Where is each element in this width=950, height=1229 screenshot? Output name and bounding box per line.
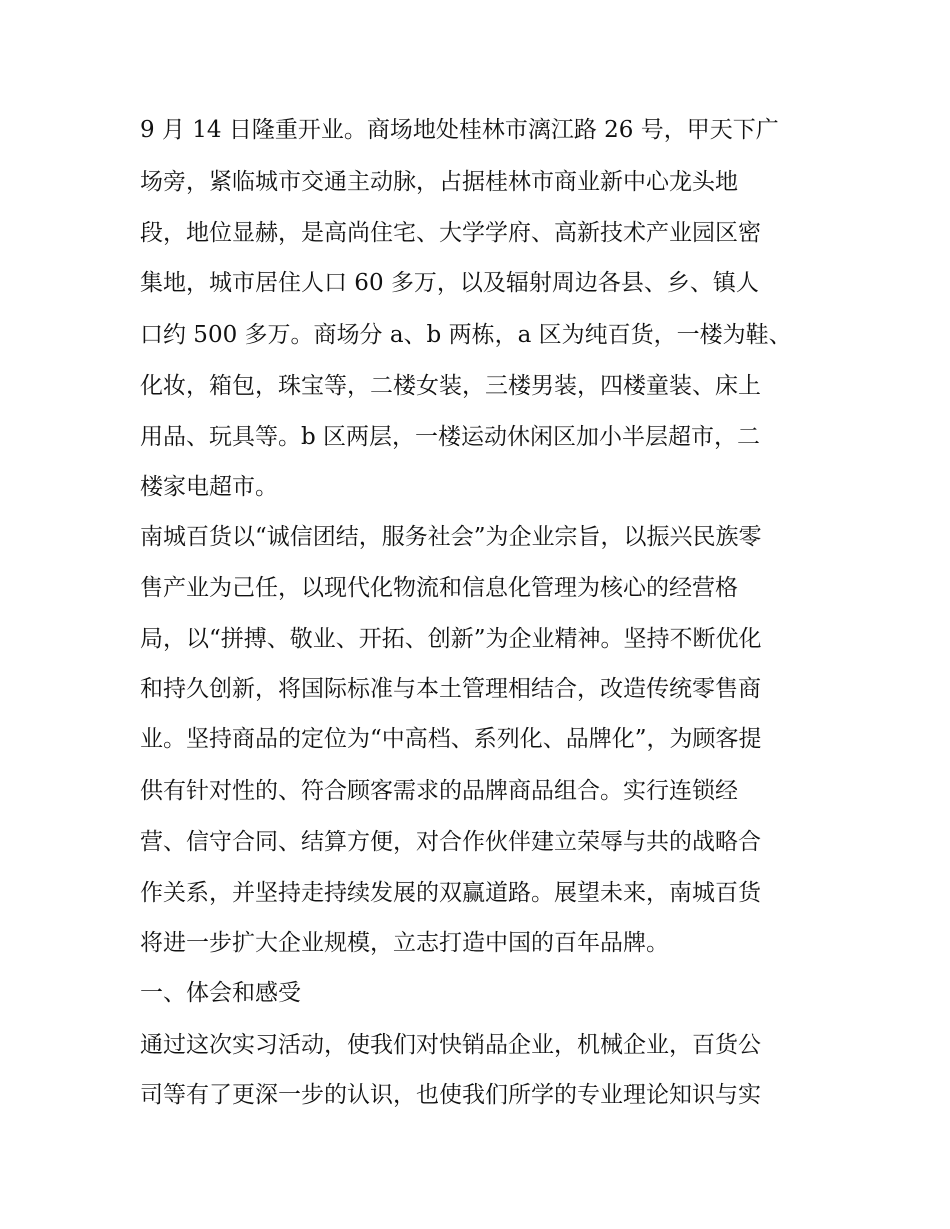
text-line: 用品、玩具等。b 区两层，一楼运动休闲区加小半层超市，二: [140, 424, 761, 450]
text-line: 9 月 14 日隆重开业。商场地处桂林市漓江路 26 号，甲天下广: [140, 117, 779, 143]
text-line: 段，地位显赫，是高尚住宅、大学学府、高新技术产业园区密: [140, 220, 761, 246]
text-line: 营、信守合同、结算方便，对合作伙伴建立荣辱与共的战略合: [140, 829, 761, 855]
text-line: 局，以“拼搏、敬业、开拓、创新”为企业精神。坚持不断优化: [140, 626, 762, 652]
text-line: 口约 500 多万。商场分 a、b 两栋，a 区为纯百货，一楼为鞋、: [140, 322, 792, 348]
text-line: 作关系，并坚持走持续发展的双赢道路。展望未来，南城百货: [140, 880, 761, 906]
text-line: 供有针对性的、符合顾客需求的品牌商品组合。实行连锁经: [140, 778, 738, 804]
text-line: 售产业为己任，以现代化物流和信息化管理为核心的经营格: [140, 575, 738, 601]
text-line: 场旁，紧临城市交通主动脉，占据桂林市商业新中心龙头地: [140, 169, 738, 195]
text-line: 和持久创新，将国际标准与本土管理相结合，改造传统零售商: [140, 676, 761, 702]
text-line: 化妆，箱包，珠宝等，二楼女装，三楼男装，四楼童装、床上: [140, 373, 761, 399]
text-line: 楼家电超市。: [140, 474, 278, 500]
text-line: 司等有了更深一步的认识，也使我们所学的专业理论知识与实: [140, 1082, 761, 1108]
text-line: 业。坚持商品的定位为“中高档、系列化、品牌化”，为顾客提: [140, 726, 762, 752]
text-line: 通过这次实习活动，使我们对快销品企业，机械企业，百货公: [140, 1032, 761, 1058]
text-line: 将进一步扩大企业规模，立志打造中国的百年品牌。: [140, 930, 669, 956]
text-line: 集地，城市居住人口 60 多万，以及辐射周边各县、乡、镇人: [140, 270, 759, 296]
section-heading: 一、体会和感受: [140, 980, 301, 1006]
text-line: 南城百货以“诚信团结，服务社会”为企业宗旨，以振兴民族零: [140, 524, 762, 550]
